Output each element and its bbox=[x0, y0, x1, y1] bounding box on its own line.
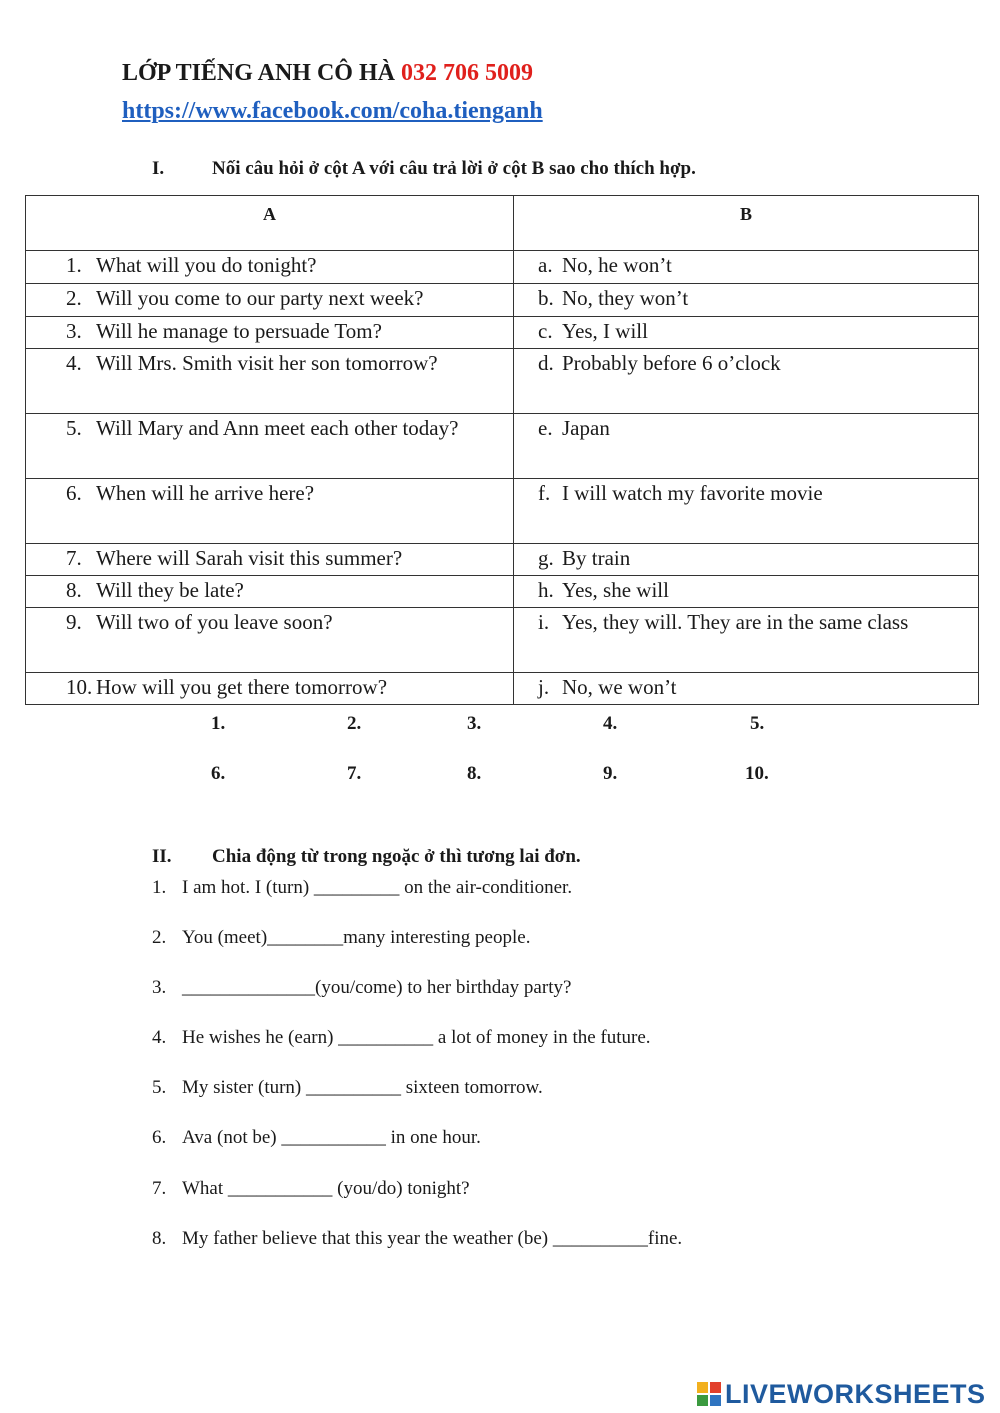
answer-slot-label: 6. bbox=[211, 763, 226, 784]
table-row bbox=[26, 414, 979, 479]
liveworksheets-logo-icon bbox=[697, 1382, 721, 1406]
table-row bbox=[26, 673, 979, 705]
answer-letter: b. bbox=[538, 286, 554, 310]
exercise-number: 7. bbox=[152, 1178, 167, 1199]
teacher-class-name: LỚP TIẾNG ANH CÔ HÀ bbox=[122, 60, 395, 86]
answer-slot-label: 10. bbox=[745, 763, 769, 784]
section-1-numeral: I. bbox=[152, 158, 165, 179]
logo-square-icon bbox=[697, 1382, 708, 1393]
answer-text: Yes, I will bbox=[562, 319, 648, 343]
question-number: 2. bbox=[66, 286, 82, 310]
exercise-item bbox=[152, 1228, 682, 1250]
answer-letter: j. bbox=[538, 675, 550, 699]
table-row bbox=[26, 349, 979, 414]
question-text: Will he manage to persuade Tom? bbox=[96, 319, 382, 343]
table-row bbox=[26, 251, 979, 284]
answer-slot-label: 1. bbox=[211, 713, 226, 734]
page-title bbox=[122, 60, 533, 87]
question-number: 3. bbox=[66, 319, 82, 343]
answer-slot-label: 3. bbox=[467, 713, 482, 734]
answer-letter: e. bbox=[538, 416, 553, 440]
question-number: 1. bbox=[66, 253, 82, 277]
answer-text: No, he won’t bbox=[562, 253, 672, 277]
exercise-text: You (meet)________many interesting people. bbox=[182, 927, 531, 948]
exercise-item bbox=[152, 1178, 470, 1200]
answer-slot-label: 7. bbox=[347, 763, 362, 784]
exercise-text: Ava (not be) ___________ in one hour. bbox=[182, 1127, 481, 1148]
exercise-number: 5. bbox=[152, 1077, 167, 1098]
exercise-text: What ___________ (you/do) tonight? bbox=[182, 1178, 470, 1199]
section-2-numeral: II. bbox=[152, 846, 172, 867]
question-text: Will you come to our party next week? bbox=[96, 286, 424, 310]
exercise-number: 3. bbox=[152, 977, 167, 998]
column-b-header: B bbox=[514, 196, 979, 251]
question-number: 9. bbox=[66, 610, 82, 634]
answer-letter: g. bbox=[538, 546, 554, 570]
question-text: Will they be late? bbox=[96, 578, 244, 602]
liveworksheets-logo bbox=[697, 1377, 986, 1411]
answer-slot-label: 9. bbox=[603, 763, 618, 784]
answer-text: Japan bbox=[562, 416, 610, 440]
table-row bbox=[26, 284, 979, 317]
exercise-number: 4. bbox=[152, 1027, 167, 1048]
logo-square-icon bbox=[697, 1395, 708, 1406]
table-row bbox=[26, 608, 979, 673]
answer-letter: a. bbox=[538, 253, 553, 277]
question-text: Will Mrs. Smith visit her son tomorrow? bbox=[96, 351, 438, 375]
exercise-item bbox=[152, 877, 572, 899]
question-text: Where will Sarah visit this summer? bbox=[96, 546, 403, 570]
question-text: How will you get there tomorrow? bbox=[96, 675, 388, 699]
logo-square-icon bbox=[710, 1382, 721, 1393]
question-number: 4. bbox=[66, 351, 82, 375]
question-text: When will he arrive here? bbox=[96, 481, 315, 505]
answer-numbers-row-1 bbox=[0, 713, 1000, 739]
answer-letter: i. bbox=[538, 610, 550, 634]
question-number: 7. bbox=[66, 546, 82, 570]
exercise-number: 6. bbox=[152, 1127, 167, 1148]
table-row bbox=[26, 544, 979, 576]
column-a-header: A bbox=[26, 196, 514, 251]
question-number: 8. bbox=[66, 578, 82, 602]
answer-letter: c. bbox=[538, 319, 553, 343]
exercise-item bbox=[152, 927, 530, 949]
exercise-text: My sister (turn) __________ sixteen tomorrow. bbox=[182, 1077, 543, 1098]
exercise-text: I am hot. I (turn) _________ on the air-conditioner. bbox=[182, 877, 573, 898]
table-row bbox=[26, 576, 979, 608]
logo-square-icon bbox=[710, 1395, 721, 1406]
answer-numbers-row-2 bbox=[0, 763, 1000, 789]
question-number: 6. bbox=[66, 481, 82, 505]
section-1-instruction: Nối câu hỏi ở cột A với câu trả lời ở cột B sao cho thích hợp. bbox=[212, 158, 696, 179]
exercise-item bbox=[152, 977, 571, 999]
exercise-number: 1. bbox=[152, 877, 167, 898]
question-text: Will two of you leave soon? bbox=[96, 610, 333, 634]
exercise-number: 2. bbox=[152, 927, 167, 948]
exercise-item bbox=[152, 1077, 543, 1099]
exercise-text: He wishes he (earn) __________ a lot of money in the future. bbox=[182, 1027, 651, 1048]
question-number: 10. bbox=[66, 675, 93, 699]
answer-text: Yes, she will bbox=[562, 578, 669, 602]
table-row bbox=[26, 317, 979, 349]
facebook-link[interactable]: https://www.facebook.com/coha.tienganh bbox=[122, 98, 543, 124]
matching-table bbox=[25, 195, 979, 705]
answer-letter: d. bbox=[538, 351, 554, 375]
answer-text: By train bbox=[562, 546, 631, 570]
logo-text: LIVEWORKSHEETS bbox=[725, 1378, 986, 1409]
table-row bbox=[26, 479, 979, 544]
answer-text: Probably before 6 o’clock bbox=[562, 351, 781, 375]
section-1-heading bbox=[152, 158, 696, 180]
question-text: Will Mary and Ann meet each other today? bbox=[96, 416, 459, 440]
exercise-number: 8. bbox=[152, 1228, 167, 1249]
answer-text: I will watch my favorite movie bbox=[562, 481, 823, 505]
exercise-text: My father believe that this year the weather (be) __________fine. bbox=[182, 1228, 683, 1249]
question-number: 5. bbox=[66, 416, 82, 440]
answer-text: Yes, they will. They are in the same class bbox=[562, 610, 909, 634]
answer-slot-label: 5. bbox=[750, 713, 765, 734]
question-text: What will you do tonight? bbox=[96, 253, 317, 277]
section-2-instruction: Chia động từ trong ngoặc ở thì tương lai đơn. bbox=[212, 846, 581, 867]
exercise-item bbox=[152, 1027, 651, 1049]
answer-letter: f. bbox=[538, 481, 551, 505]
answer-letter: h. bbox=[538, 578, 554, 602]
answer-text: No, they won’t bbox=[562, 286, 689, 310]
exercise-text: ______________(you/come) to her birthday party? bbox=[182, 977, 572, 998]
answer-slot-label: 2. bbox=[347, 713, 362, 734]
answer-slot-label: 4. bbox=[603, 713, 618, 734]
phone-number: 032 706 5009 bbox=[400, 60, 533, 86]
answer-slot-label: 8. bbox=[467, 763, 482, 784]
exercise-item bbox=[152, 1127, 481, 1149]
answer-text: No, we won’t bbox=[562, 675, 677, 699]
section-2-heading bbox=[152, 846, 581, 868]
